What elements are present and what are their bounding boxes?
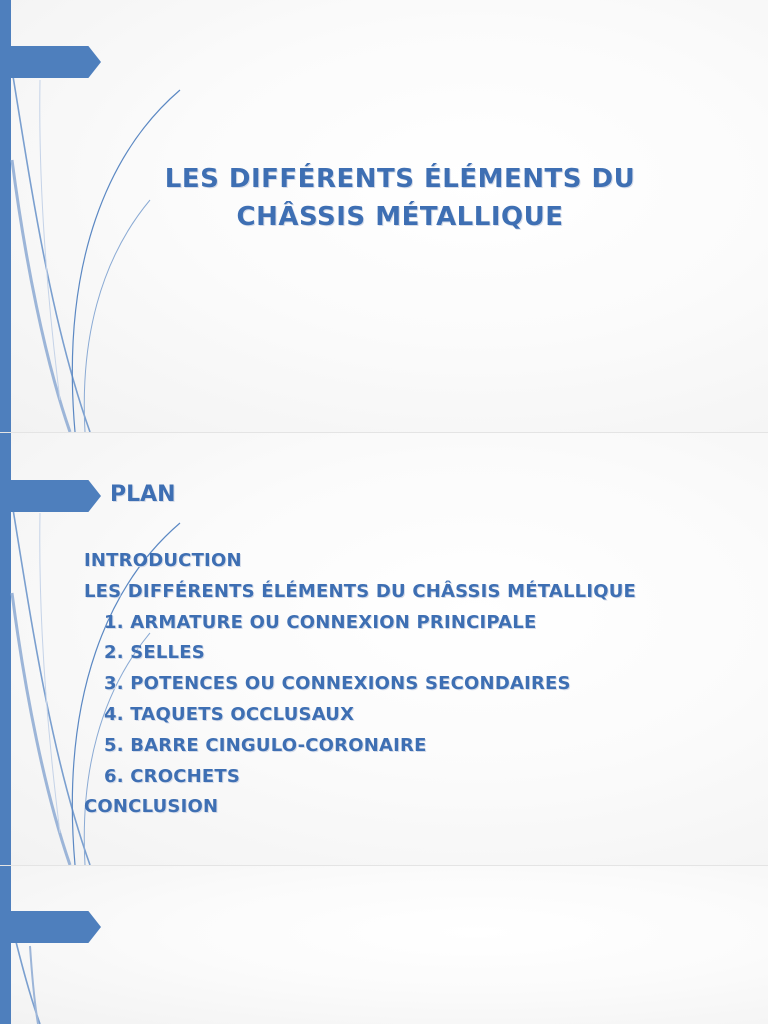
plan-item-elements: LES DIFFÉRENTS ÉLÉMENTS DU CHÂSSIS MÉTALLIQUE	[84, 580, 637, 602]
title-line-2: CHÂSSIS MÉTALLIQUE	[236, 202, 564, 232]
slide-title	[0, 0, 768, 432]
plan-item-potences: 3. POTENCES OU CONNEXIONS SECONDAIRES	[104, 673, 571, 695]
slide-arrow-tab	[11, 480, 101, 512]
plan-heading: PLAN	[110, 482, 176, 507]
plan-item-selles: 2. SELLES	[104, 642, 205, 664]
slide-title-text	[100, 160, 700, 236]
plan-list	[84, 546, 764, 823]
plan-item-armature: 1. ARMATURE OU CONNEXION PRINCIPALE	[104, 611, 537, 633]
plan-item-introduction: INTRODUCTION	[84, 550, 242, 571]
title-line-1: LES DIFFÉRENTS ÉLÉMENTS DU	[164, 164, 636, 194]
slide-plan	[0, 433, 768, 865]
plan-item-barre: 5. BARRE CINGULO-CORONAIRE	[104, 734, 427, 756]
plan-item-crochets: 6. CROCHETS	[104, 765, 241, 787]
slide-next	[0, 866, 768, 1024]
slide-arrow-tab	[11, 911, 101, 943]
decorative-swoosh	[0, 866, 200, 1024]
plan-item-taquets: 4. TAQUETS OCCLUSAUX	[104, 703, 355, 725]
slide-arrow-tab	[11, 46, 101, 78]
plan-item-conclusion: CONCLUSION	[84, 796, 219, 818]
